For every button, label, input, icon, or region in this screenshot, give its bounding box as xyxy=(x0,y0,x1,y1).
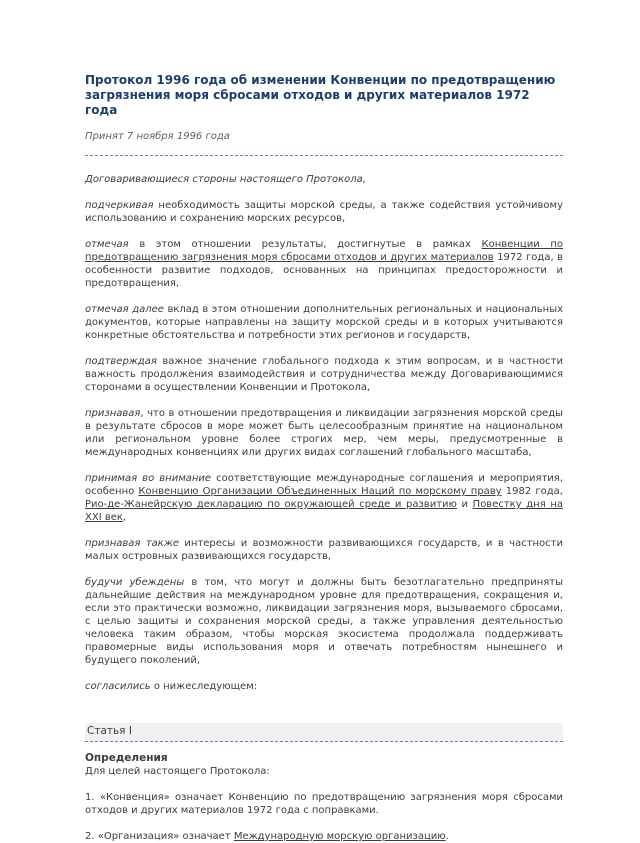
adoption-date: Принят 7 ноября 1996 года xyxy=(85,131,230,142)
text-run: необходимость защиты морской среды, а также содействия устойчивому использованию и сохранению морских ресурсов, xyxy=(85,200,563,224)
italic-lead-in: отмечая далее xyxy=(85,304,164,315)
article-intro: Для целей настоящего Протокола: xyxy=(85,766,270,777)
italic-lead-in: согласились xyxy=(85,681,151,692)
text-run: интересы и возможности развивающихся государств, и в частности малых островных развивающихся государств, xyxy=(85,538,563,562)
article-heading: Статья I xyxy=(87,725,132,737)
text-run: , xyxy=(122,512,127,523)
text-run: важное значение глобального подхода к этим вопросам, и в частности важность продолжения взаимодействия и сотрудничества между Договаривающимися сторонами в осуществлении Конвенции и Протокола, xyxy=(85,356,563,393)
preamble-paragraph xyxy=(85,537,563,563)
italic-lead-in: отмечая xyxy=(85,239,129,250)
preamble-paragraph xyxy=(85,407,563,459)
preamble-paragraph xyxy=(85,355,563,394)
text-run: 1. «Конвенция» означает Конвенцию по предотвращению загрязнения моря сбросами отходов и других материалов 1972 года с поправками. xyxy=(85,792,563,816)
preamble-paragraph xyxy=(85,472,563,524)
preamble-paragraph xyxy=(85,303,563,342)
italic-lead-in: подчеркивая xyxy=(85,200,154,211)
text-run: 1982 года, xyxy=(501,486,563,497)
inline-link[interactable]: Рио-де-Жанейрскую декларацию по окружающей среде и развитию xyxy=(85,499,457,510)
preamble-paragraph xyxy=(85,680,563,693)
text-run: соответствующие международные соглашения и мероприятия, особенно xyxy=(85,473,563,497)
preamble-paragraph xyxy=(85,576,563,667)
text-run: вклад в этом отношении дополнительных региональных и национальных документов, которые направлены на защиту морской среды и в которых учитываются конкретные обстоятельства и потребности этих регионов и государств, xyxy=(85,304,564,341)
italic-lead-in: признавая также xyxy=(85,538,179,549)
italic-lead-in: Договаривающиеся стороны настоящего Протокола, xyxy=(85,174,366,185)
separator-line xyxy=(85,155,563,156)
italic-lead-in: подтверждая xyxy=(85,356,157,367)
preamble-paragraph xyxy=(85,238,563,290)
article-heading-band xyxy=(85,723,563,742)
text-run: и xyxy=(456,499,473,510)
page-title: Протокол 1996 года об изменении Конвенции по предотвращению загрязнения моря сбросами отходов и других материалов 1972 года xyxy=(85,73,556,117)
preamble-paragraph xyxy=(85,173,563,186)
preamble-paragraph xyxy=(85,199,563,225)
italic-lead-in: принимая во внимание xyxy=(85,473,212,484)
text-run: в этом отношении результаты, достигнутые в рамках xyxy=(128,239,482,250)
inline-link[interactable]: Международную морскую организацию xyxy=(233,831,446,842)
italic-lead-in: будучи убеждены xyxy=(85,577,185,588)
text-run: . xyxy=(445,831,449,842)
article-items xyxy=(85,791,563,843)
inline-link[interactable]: Конвенцию Организации Объединенных Наций по морскому праву xyxy=(138,486,502,497)
preamble xyxy=(85,173,563,693)
text-run: 2. «Организация» означает xyxy=(85,831,234,842)
inline-link[interactable]: Повестку дня на XXI век xyxy=(85,499,563,523)
definition-item xyxy=(85,791,563,817)
text-run: в том, что могут и должны быть безотлагательно предприняты дальнейшие действия на международном уровне для предотвращения, сокращения и, если это практически возможно, ликвидации загрязнения моря, вызываемого сбросами, с целью защиты и сохранения морской среды, а также управления деятельностью человека таким образом, чтобы морская экосистема продолжала поддерживать правомерные виды использования моря и отвечать потребностям нынешнего и будущего поколений, xyxy=(85,577,564,666)
inline-link[interactable]: Конвенции по предотвращению загрязнения моря сбросами отходов и других материалов xyxy=(85,239,564,263)
definition-item xyxy=(85,830,563,843)
article-subheading: Определения xyxy=(85,752,168,764)
text-run: о нижеследующем: xyxy=(150,681,258,692)
italic-lead-in: признавая xyxy=(85,408,141,419)
text-run: , что в отношении предотвращения и ликвидации загрязнения морской среды в результате сбросов в море может быть целесообразным принятие на национальном или региональном уровне более строгих мер, чем меры, предусмотренные в международных конвенциях или других видах соглашений глобального масштаба, xyxy=(85,408,563,458)
text-run: 1972 года, в особенности развитие подходов, основанных на принципах предосторожности и предотвращения, xyxy=(85,252,563,289)
